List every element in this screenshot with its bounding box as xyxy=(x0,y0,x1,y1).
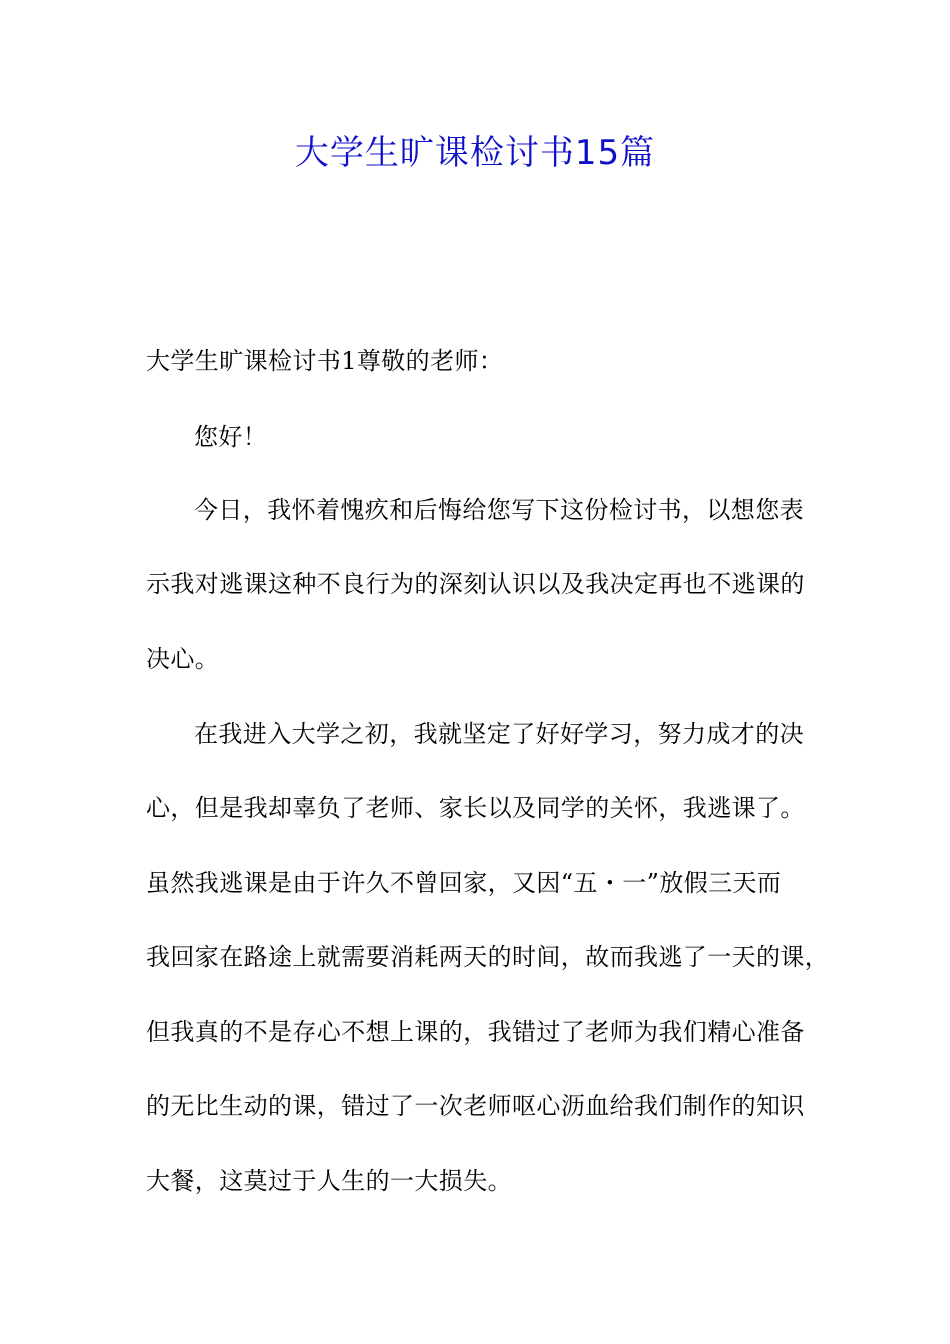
document-title: 大学生旷课检讨书15篇 xyxy=(294,133,656,173)
paragraph-2-line-6: 的无比生动的课，错过了一次老师呕心沥血给我们制作的知识 xyxy=(146,1092,805,1120)
paragraph-2-line-1: 在我进入大学之初，我就坚定了好好学习，努力成才的决 xyxy=(194,720,804,748)
paragraph-2-line-7: 大餐，这莫过于人生的一大损失。 xyxy=(146,1167,512,1195)
paragraph-1-line-1: 今日，我怀着愧疚和后悔给您写下这份检讨书，以想您表 xyxy=(194,496,804,524)
paragraph-1-line-3: 决心。 xyxy=(146,645,220,673)
paragraph-2-line-2: 心，但是我却辜负了老师、家长以及同学的关怀，我逃课了。 xyxy=(146,794,805,822)
salutation-line: 大学生旷课检讨书1尊敬的老师： xyxy=(146,347,504,375)
greeting-line: 您好！ xyxy=(194,423,268,451)
paragraph-2-line-5: 但我真的不是存心不想上课的，我错过了老师为我们精心准备 xyxy=(146,1018,805,1046)
paragraph-2-line-4: 我回家在路途上就需要消耗两天的时间，故而我逃了一天的课， xyxy=(146,943,830,971)
paragraph-1-line-2: 示我对逃课这种不良行为的深刻认识以及我决定再也不逃课的 xyxy=(146,570,805,598)
paragraph-2-line-3: 虽然我逃课是由于许久不曾回家，又因“五・一”放假三天而 xyxy=(146,869,782,897)
